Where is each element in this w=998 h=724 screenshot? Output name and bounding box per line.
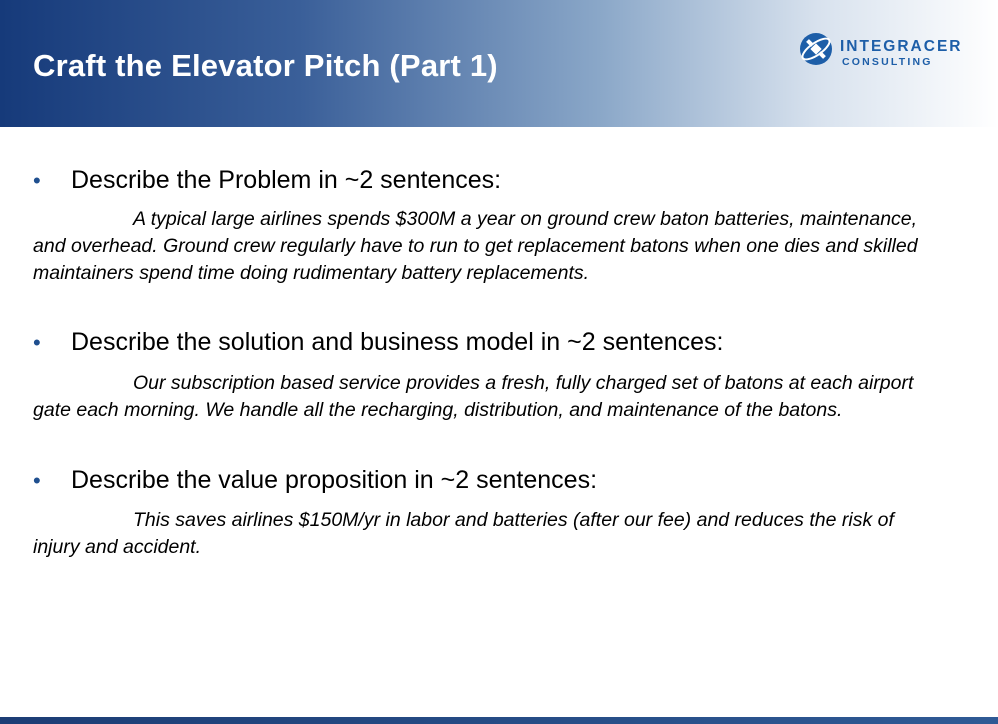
satellite-globe-icon: [798, 31, 834, 67]
company-logo: [798, 30, 978, 74]
bullet-dot-icon: •: [33, 330, 41, 355]
bullet-description: This saves airlines $150M/yr in labor and batteries (after our fee) and reduces the risk of injury and accident.: [33, 509, 894, 558]
bullet-heading: Describe the value proposition in ~2 sentences:: [71, 466, 598, 494]
footer-bar: [0, 717, 998, 724]
bullet-description: Our subscription based service provides a fresh, fully charged set of batons at each airport gate each morning. We handle all the recharging, distribution, and maintenance of the batons.: [33, 372, 914, 421]
slide-title: Craft the Elevator Pitch (Part 1): [33, 48, 498, 83]
bullet-heading: Describe the solution and business model in ~2 sentences:: [71, 328, 724, 356]
logo-subtitle: CONSULTING: [842, 56, 933, 68]
slide-header: [0, 0, 998, 127]
bullet-item: [0, 465, 998, 497]
logo-name: INTEGRACER: [840, 38, 963, 55]
bullet-description: A typical large airlines spends $300M a year on ground crew baton batteries, maintenance, and overhead. Ground crew regularly have to run to get replacement batons when one dies and skilled maintainers spend time doing rudimentary battery replacements.: [33, 208, 918, 284]
bullet-dot-icon: •: [33, 168, 41, 193]
bullet-dot-icon: •: [33, 468, 41, 493]
bullet-item: [0, 165, 998, 197]
bullet-item: [0, 327, 998, 359]
bullet-heading: Describe the Problem in ~2 sentences:: [71, 166, 502, 194]
